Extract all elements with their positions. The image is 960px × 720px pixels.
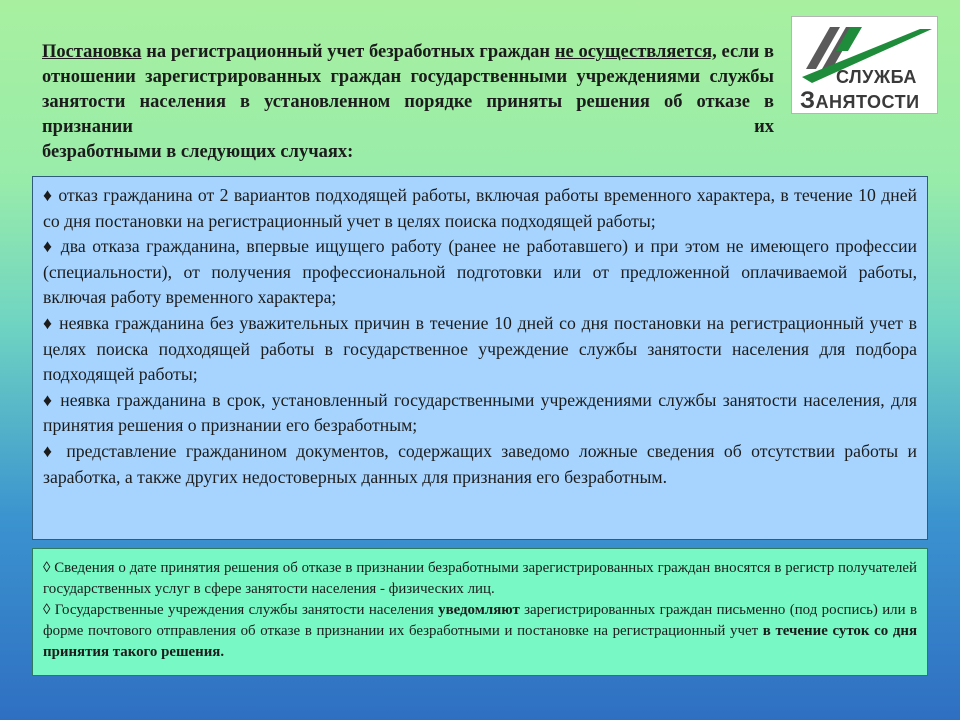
employment-service-logo: [791, 16, 938, 114]
diamond-bullet-icon: ♦: [43, 236, 55, 257]
intro-part2: если в отношении зарегистрированных граждан государственными учреждениями службы занятости населения в установленном порядке приняты решения об отказе в признании их: [42, 42, 774, 137]
intro-underlined-start: Постановка: [42, 42, 142, 62]
diamond-bullet-icon: ♦: [43, 312, 54, 333]
note-item: [43, 558, 917, 600]
note-bold-text: уведомляют: [438, 602, 520, 618]
case-item-text: неявка гражданина без уважительных причин в течение 10 дней со дня постановки на регистрационный учет в целях поиска подходящей работы в государственное учреждение службы занятости населения для подбора подходящей работы;: [43, 312, 917, 385]
case-item: [43, 234, 917, 311]
case-item-text: представление гражданином документов, содержащих заведомо ложные сведения об отсутствии работы и заработка, а также других недостоверных данных для признания его безработным.: [43, 440, 918, 487]
note-bold-text: в течение суток со дня принятия такого решения.: [43, 623, 918, 660]
case-item: [43, 439, 917, 490]
case-item: [43, 311, 917, 388]
note-text: Государственные учреждения службы занятости населения: [54, 602, 439, 618]
intro-paragraph: [42, 40, 774, 165]
diamond-bullet-icon: ♦: [43, 185, 53, 205]
lozenge-bullet-icon: ◊: [43, 560, 51, 576]
refusal-cases-box: [32, 176, 928, 540]
logo-text-line2: [800, 87, 920, 115]
case-item-text: отказ гражданина от 2 вариантов подходящей работы, включая работы временного характера, в течение 10 дней со дня постановки на регистрационный учет в целях поиска подходящей работы;: [43, 185, 918, 231]
diamond-bullet-icon: ♦: [43, 389, 54, 410]
logo-text-line1: СЛУЖБА: [836, 67, 917, 87]
intro-underlined-bold: не осуществляется,: [554, 42, 717, 62]
case-item-text: неявка гражданина в срок, установленный государственными учреждениями службы занятости населения, для принятия решения о признании его безработным;: [43, 389, 918, 436]
logo-text-line2-cap: З: [800, 87, 816, 114]
case-item: [43, 183, 917, 234]
notes-box: [32, 548, 928, 676]
diamond-bullet-icon: ♦: [43, 440, 57, 461]
note-text: зарегистрированных граждан письменно (под роспись) или в форме почтового отправления об отказе в признании их безработными и постановке на регистрационный учет: [43, 602, 917, 639]
lozenge-bullet-icon: ◊: [43, 602, 51, 618]
logo-text-line2-rest: АНЯТОСТИ: [815, 92, 920, 112]
case-item: [43, 388, 917, 439]
case-item-text: два отказа гражданина, впервые ищущего работу (ранее не работавшего) и при этом не имеющего профессии (специальности), от получения профессиональной подготовки или от предложенной оплачиваемой работы, включая работу временного характера;: [43, 236, 918, 308]
intro-last-line: безработными в следующих случаях:: [42, 142, 354, 162]
note-text: Сведения о дате принятия решения об отказе в признании безработными зарегистрированных граждан вносятся в регистр получателей государственных услуг в сфере занятости населения - физических лиц.: [43, 560, 917, 597]
note-item: [43, 600, 917, 663]
intro-part1: на регистрационный учет безработных граждан: [141, 42, 555, 62]
